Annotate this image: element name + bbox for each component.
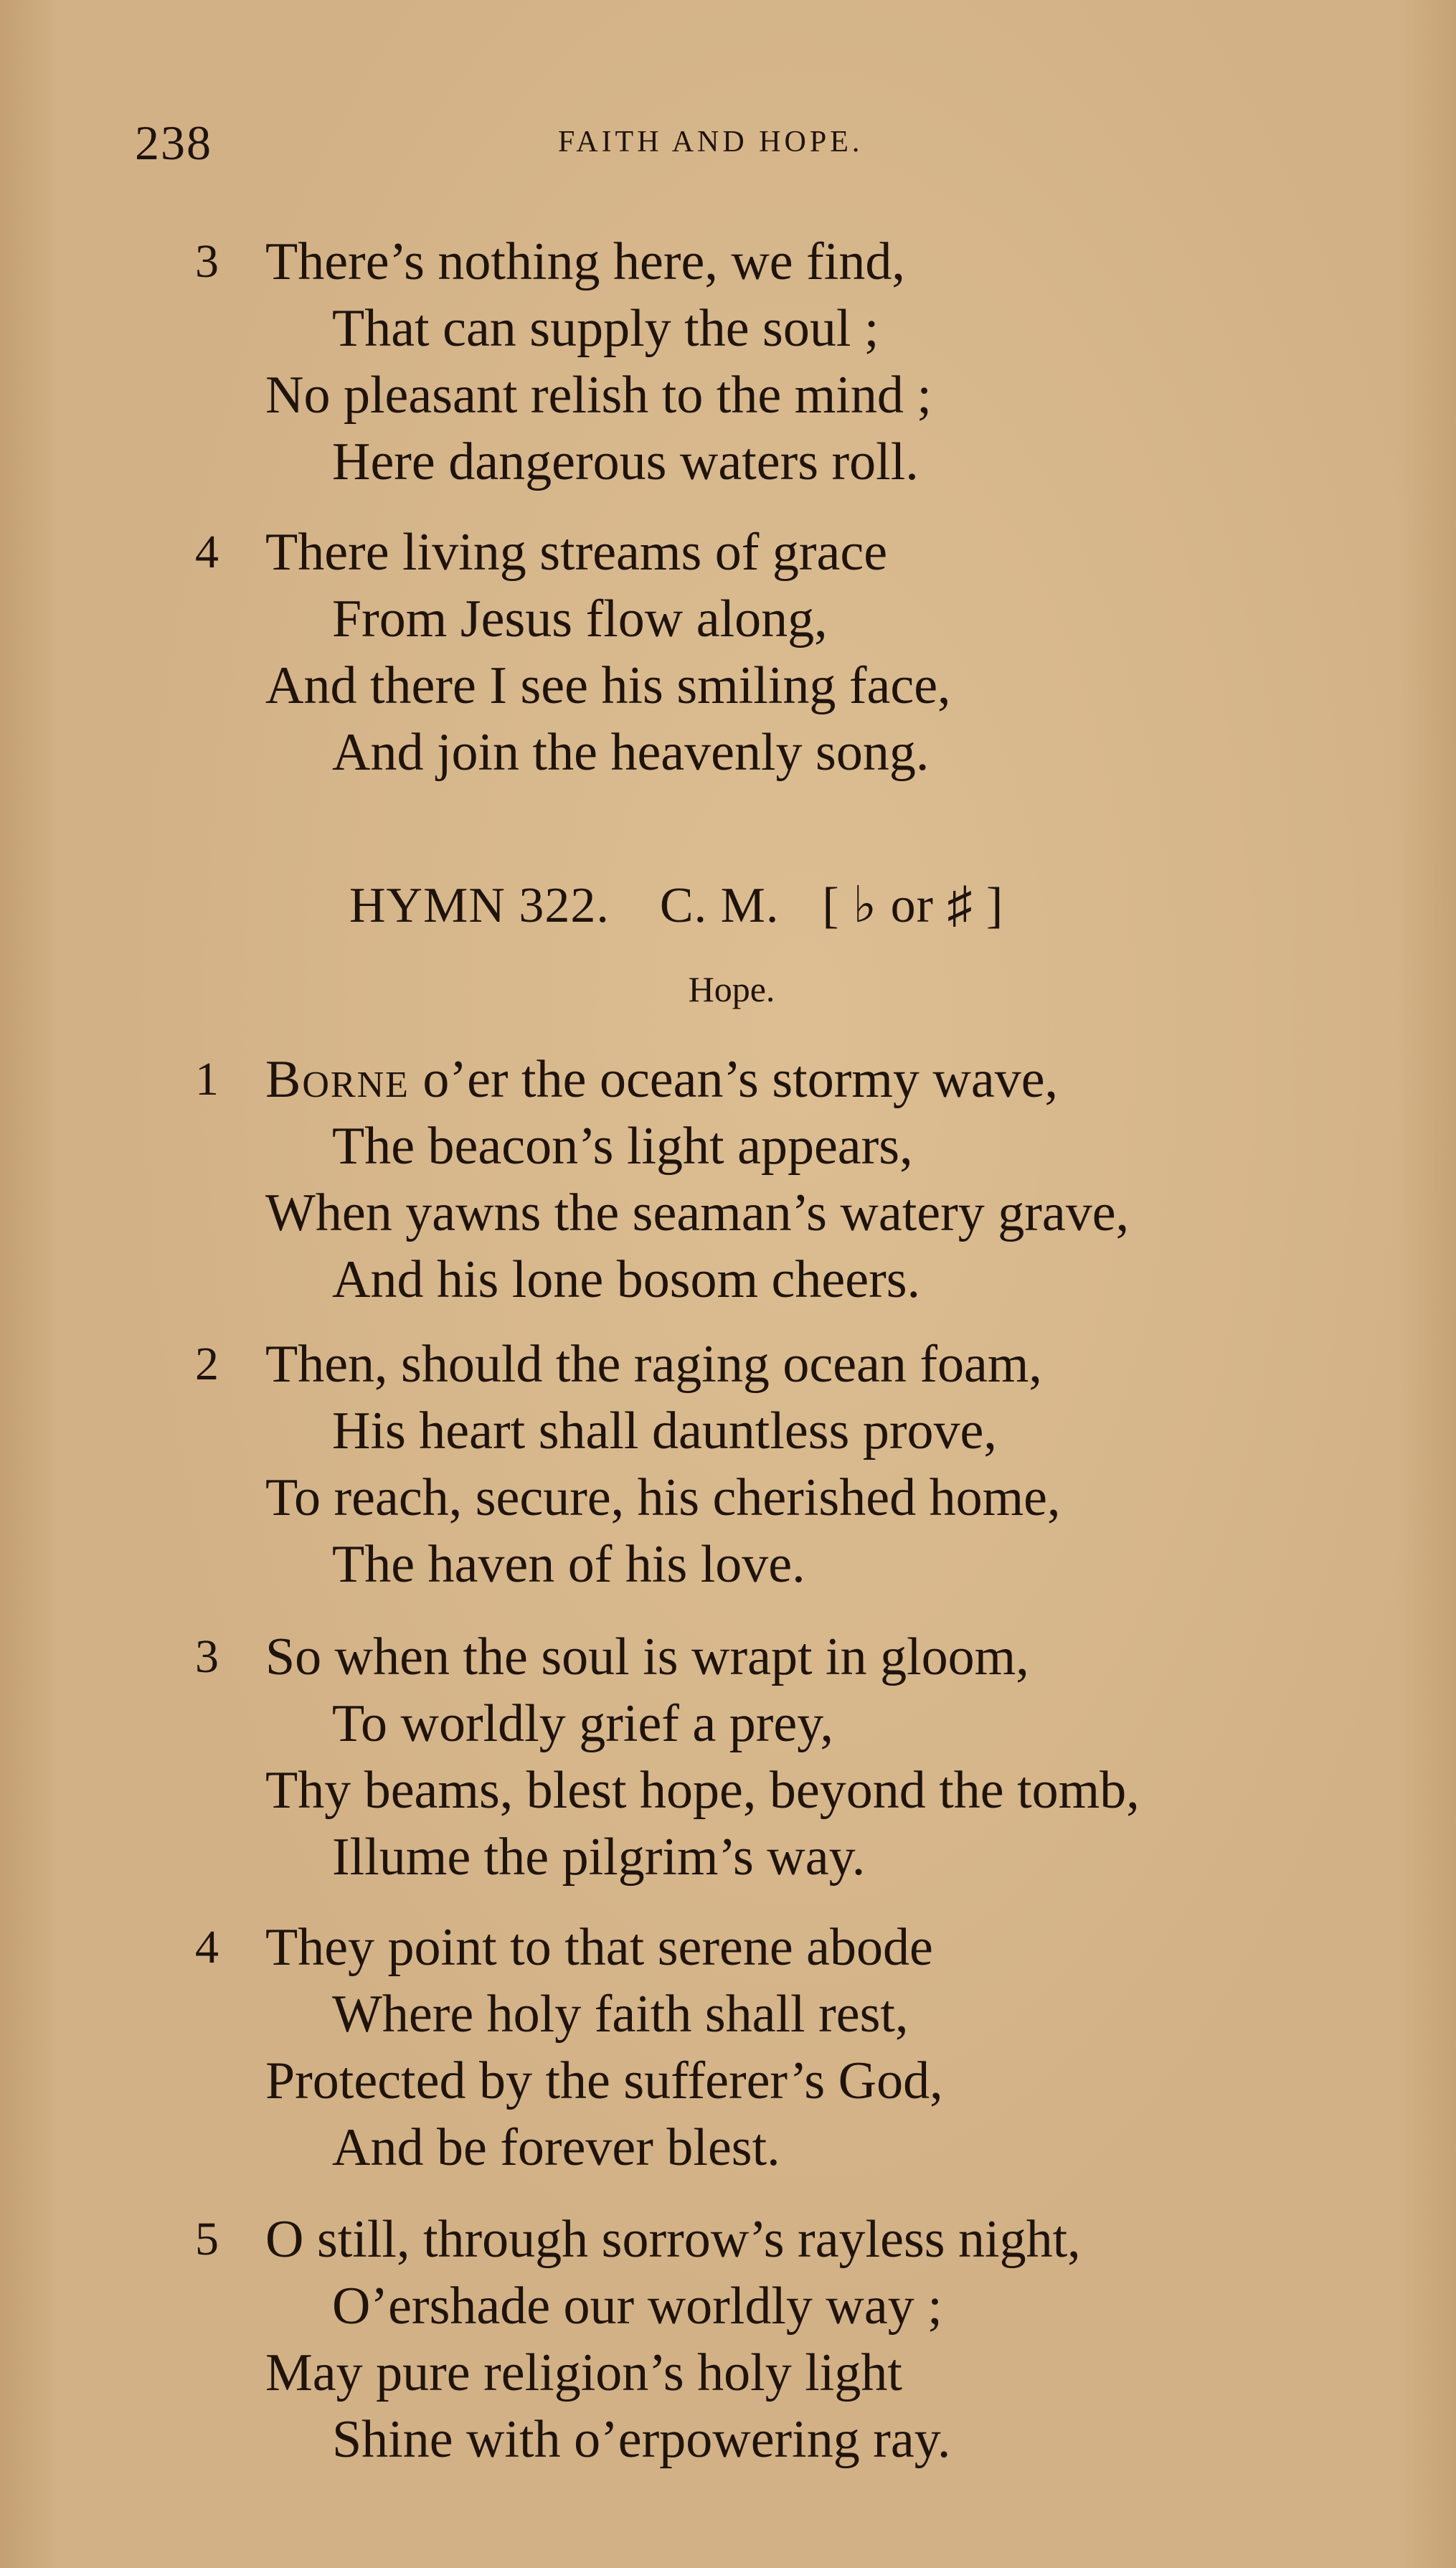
verse-line: His heart shall dauntless prove,: [332, 1402, 997, 1460]
verse-line: Then, should the raging ocean foam,: [265, 1335, 1042, 1394]
verse-line: Here dangerous waters roll.: [332, 433, 919, 491]
hymn-meter: C. M.: [659, 878, 780, 933]
stanza-number: 4: [195, 1921, 219, 1973]
verse-line: And be forever blest.: [332, 2118, 780, 2177]
verse-line: No pleasant relish to the mind ;: [265, 366, 932, 425]
verse-line: There living streams of grace: [265, 523, 888, 582]
page-number: 238: [135, 115, 212, 170]
verse-line: May pure religion’s holy light: [265, 2343, 902, 2402]
verse-line: The beacon’s light appears,: [332, 1117, 913, 1176]
hymn-title: HYMN 322.: [349, 878, 610, 933]
stanza-number: 4: [195, 526, 219, 578]
stanza-number: 1: [195, 1053, 219, 1105]
verse-line: [265, 1047, 1058, 1112]
verse-line: Thy beams, blest hope, beyond the tomb,: [265, 1761, 1140, 1820]
hymn-key: [ ♭ or ♯ ]: [822, 878, 1004, 933]
verse-line: To reach, secure, his cherished home,: [265, 1468, 1061, 1527]
verse-line: To worldly grief a prey,: [332, 1694, 833, 1753]
stanza-number: 3: [195, 1630, 219, 1683]
verse-line: Illume the pilgrim’s way.: [332, 1828, 866, 1887]
verse-line: That can supply the soul ;: [332, 299, 879, 358]
verse-line: Where holy faith shall rest,: [332, 1985, 909, 2044]
hymn-heading: [349, 875, 1003, 935]
first-word: Borne: [265, 1050, 410, 1109]
verse-line: They point to that serene abode: [265, 1918, 933, 1977]
verse-line: When yawns the seaman’s watery grave,: [265, 1184, 1130, 1242]
verse-line: And join the heavenly song.: [332, 723, 930, 782]
verse-line: From Jesus flow along,: [332, 590, 828, 648]
verse-line: The haven of his love.: [332, 1535, 805, 1594]
hymn-subtitle: Hope.: [688, 969, 775, 1009]
stanza-number: 2: [195, 1338, 219, 1390]
stanza-number: 5: [195, 2213, 219, 2265]
running-head: FAITH AND HOPE.: [558, 126, 864, 159]
page-header: [135, 115, 1031, 172]
verse-line: Protected by the sufferer’s God,: [265, 2052, 943, 2110]
verse-line: So when the soul is wrapt in gloom,: [265, 1628, 1029, 1686]
verse-line: And his lone bosom cheers.: [332, 1250, 921, 1309]
first-line-rest: o’er the ocean’s stormy wave,: [409, 1050, 1059, 1109]
verse-line: There’s nothing here, we find,: [265, 232, 905, 291]
verse-line: O’ershade our worldly way ;: [332, 2277, 942, 2336]
stanza-number: 3: [195, 235, 219, 288]
verse-line: Shine with o’erpowering ray.: [332, 2410, 951, 2469]
verse-line: And there I see his smiling face,: [265, 656, 951, 715]
verse-line: O still, through sorrow’s rayless night,: [265, 2210, 1081, 2269]
